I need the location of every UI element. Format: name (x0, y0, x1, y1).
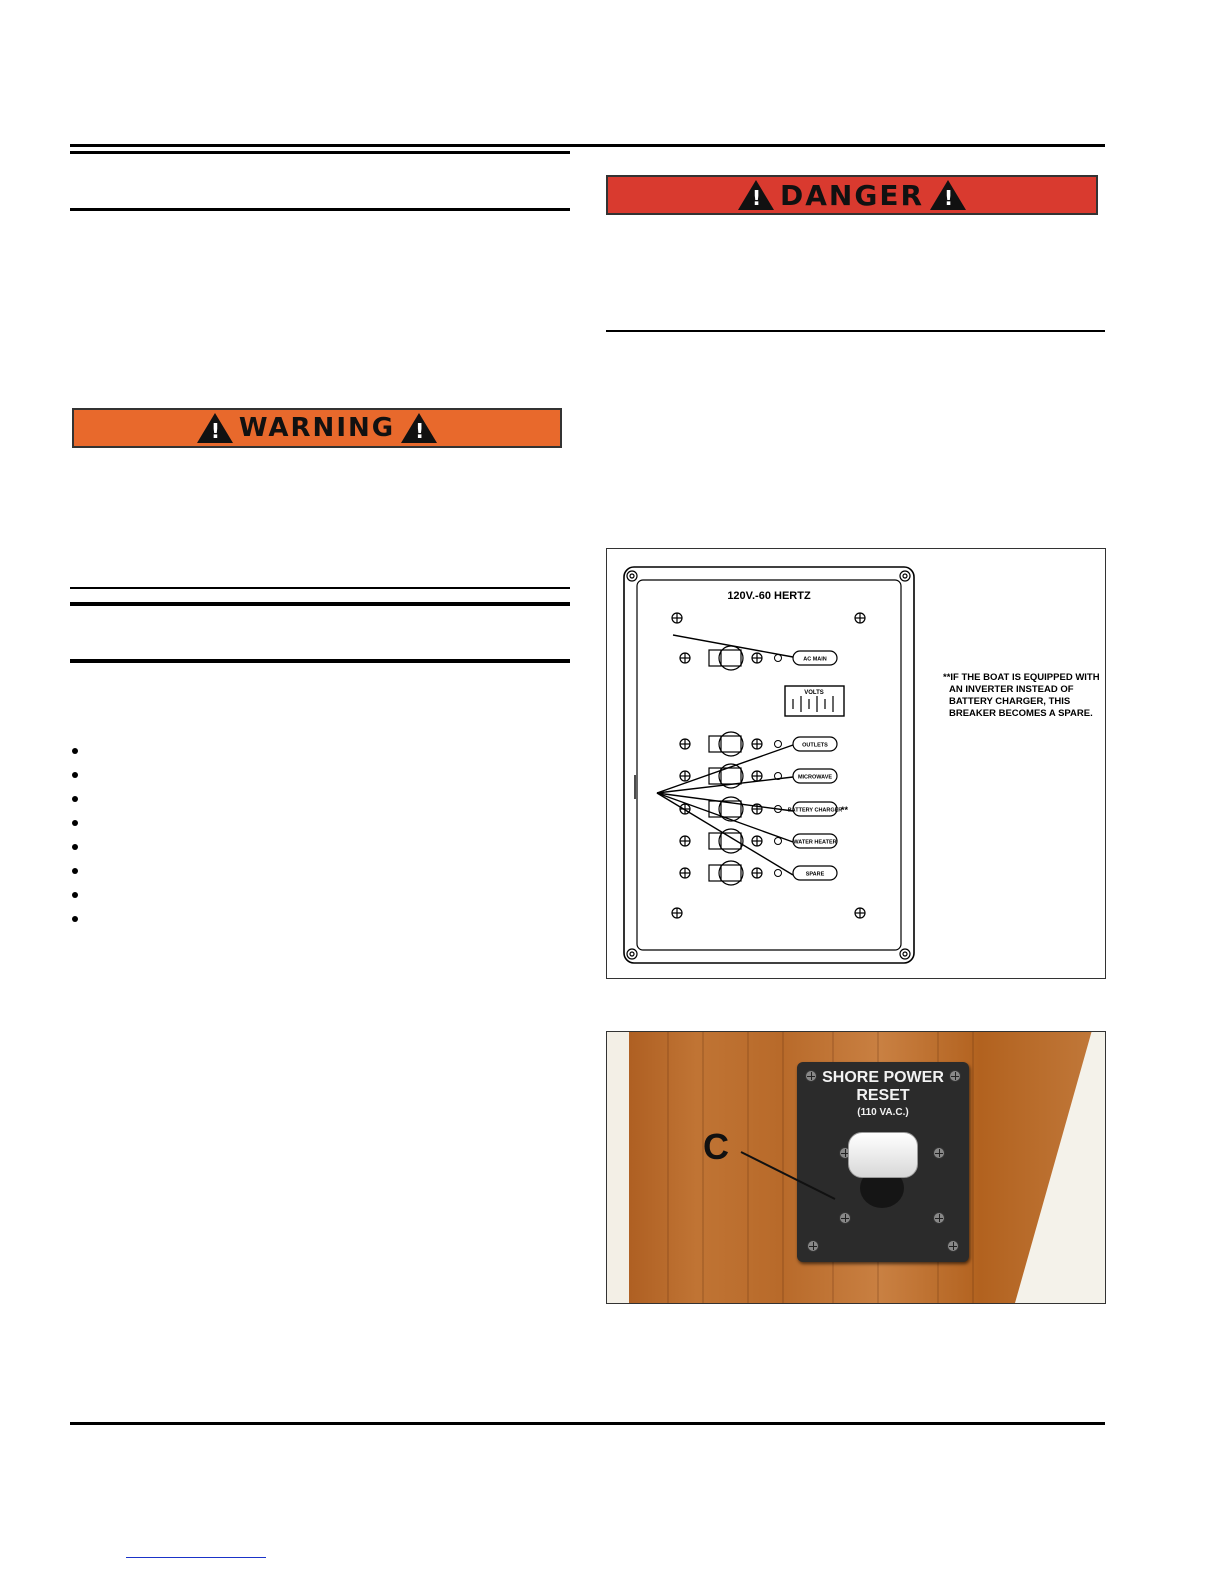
section-rule-right (606, 330, 1105, 332)
plate-subtitle: RESET (856, 1087, 910, 1104)
indicator-light-icon (775, 741, 782, 748)
note-line-3: BATTERY CHARGER, THIS (949, 696, 1071, 707)
breaker-label: WATER HEATER (793, 839, 837, 846)
breaker-footnote-mark: ** (841, 805, 849, 815)
breaker-label: SPARE (805, 871, 825, 878)
warning-triangle-icon (197, 413, 233, 443)
danger-banner (606, 175, 1098, 215)
section-rule-top (70, 151, 570, 154)
ac-panel-figure (606, 548, 1106, 979)
shore-power-photo (606, 1031, 1106, 1304)
bullet-icon (72, 772, 78, 778)
plate-title: SHORE POWER (822, 1069, 944, 1086)
bullet-icon (72, 868, 78, 874)
warning-triangle-icon (738, 180, 774, 210)
section-rule-lower (70, 659, 570, 663)
danger-label: DANGER (779, 178, 924, 212)
section-rule-thick (70, 602, 570, 606)
breaker-label: OUTLETS (802, 742, 828, 749)
bullet-icon (72, 892, 78, 898)
section-rule-bottom (70, 208, 570, 211)
indicator-light-icon (775, 655, 782, 662)
breaker-switch (709, 650, 741, 666)
warning-label: WARNING (238, 413, 396, 443)
bullet-icon (72, 796, 78, 802)
breaker-switch (709, 736, 741, 752)
section-rule-thin (70, 587, 570, 589)
breaker-label: BATTERY CHARGER (787, 807, 843, 814)
callout-label: C (703, 1126, 729, 1167)
breaker-label: AC MAIN (803, 656, 827, 663)
indicator-light-icon (775, 838, 782, 845)
ac-panel-diagram (607, 549, 1105, 978)
bullet-icon (72, 748, 78, 754)
note-line-1: **IF THE BOAT IS EQUIPPED WITH (943, 672, 1100, 683)
note-line-4: BREAKER BECOMES A SPARE. (949, 708, 1093, 719)
bullet-icon (72, 820, 78, 826)
breaker-switch (709, 865, 741, 881)
volts-meter-label: VOLTS (804, 690, 824, 696)
bullet-icon (72, 844, 78, 850)
bullet-icon (72, 916, 78, 922)
breaker-switch (709, 768, 741, 784)
warning-banner (72, 408, 562, 448)
header-rule (70, 144, 1105, 147)
panel-title: 120V.-60 HERTZ (727, 590, 811, 602)
note-line-2: AN INVERTER INSTEAD OF (949, 684, 1074, 695)
warning-triangle-icon (401, 413, 437, 443)
warning-triangle-icon (930, 180, 966, 210)
footer-link-underline[interactable] (126, 1557, 266, 1558)
indicator-light-icon (775, 870, 782, 877)
plate-rating: (110 VA.C.) (857, 1107, 909, 1118)
breaker-label: MICROWAVE (797, 774, 833, 781)
callout-line (607, 1032, 1106, 1304)
footer-rule (70, 1422, 1105, 1425)
